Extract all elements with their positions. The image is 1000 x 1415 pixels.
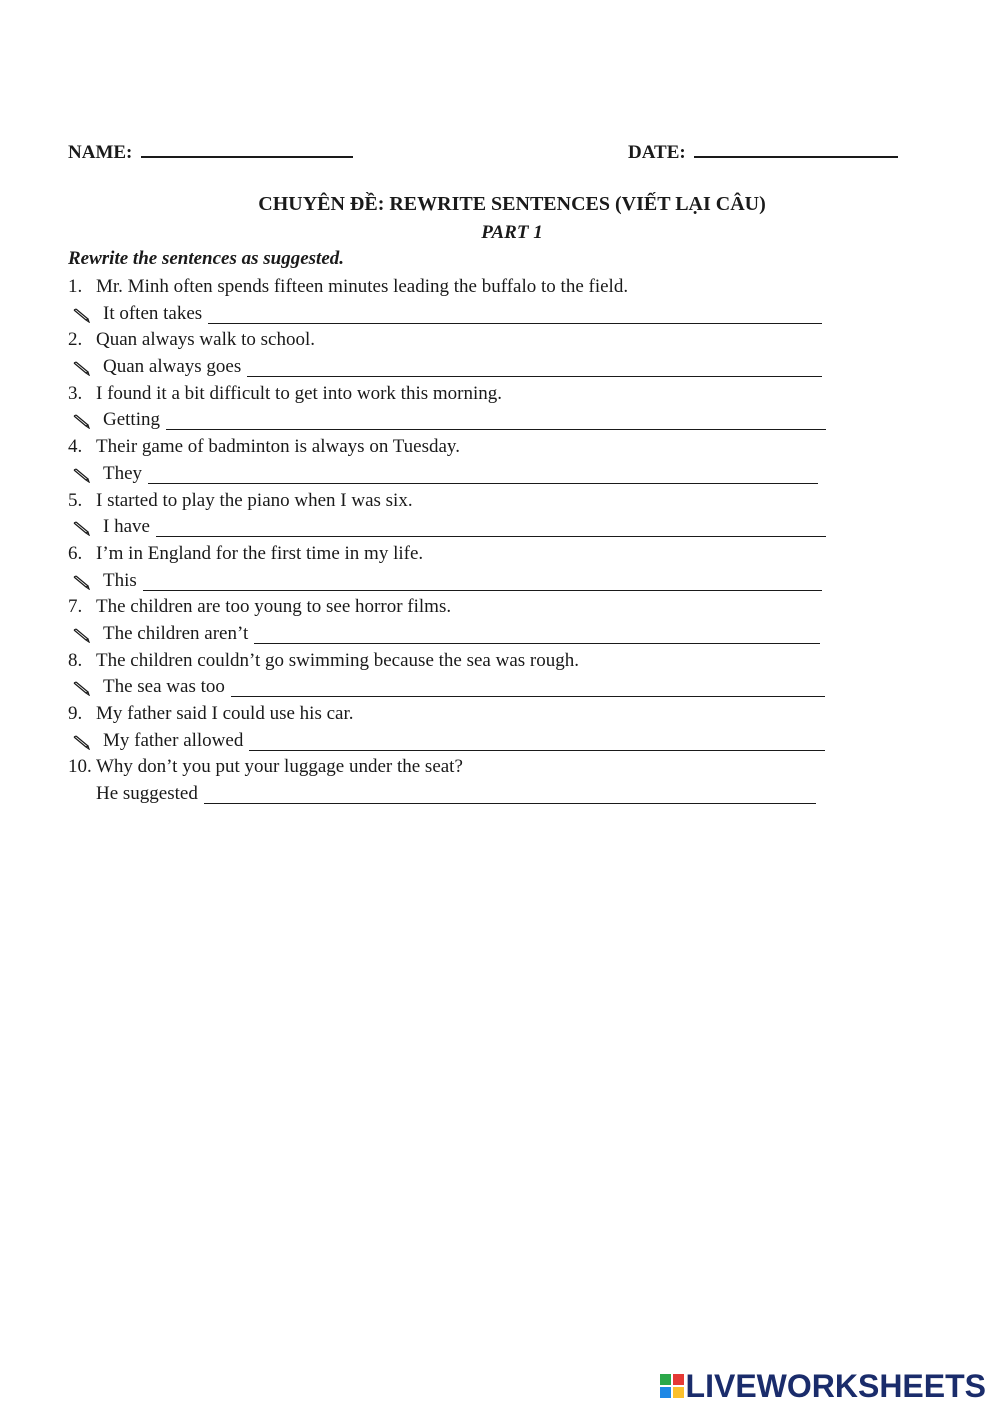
exercise-sentence: The children are too young to see horror films.: [96, 596, 452, 618]
answer-row: [68, 728, 828, 755]
name-input-line[interactable]: [141, 138, 353, 158]
exercise-number: 5.: [68, 489, 83, 511]
pencil-icon: [72, 307, 90, 323]
exercise-item: [68, 754, 828, 781]
worksheet-subtitle: PART 1: [481, 222, 543, 243]
answer-prompt: The sea was too: [103, 676, 225, 698]
exercise-item: [68, 648, 828, 675]
answer-input-line[interactable]: [208, 301, 822, 324]
exercise-item: [68, 434, 828, 461]
answer-input-line[interactable]: [166, 407, 826, 430]
exercise-item: [68, 488, 828, 515]
exercise-number: 8.: [68, 649, 83, 671]
exercise-item: [68, 274, 828, 301]
answer-prompt: This: [103, 569, 137, 591]
date-field: [628, 138, 898, 164]
exercise-item: [68, 594, 828, 621]
answer-input-line[interactable]: [231, 674, 825, 697]
answer-row: [68, 354, 828, 381]
exercise-number: 9.: [68, 703, 83, 724]
pencil-icon: [72, 360, 90, 376]
pencil-icon: [72, 413, 90, 429]
answer-row: [68, 301, 828, 328]
answer-prompt: My father allowed: [103, 729, 244, 751]
exercise-number: 7.: [68, 596, 83, 618]
name-field: [68, 138, 353, 164]
exercise-sentence: I found it a bit difficult to get into work this morning.: [96, 382, 502, 404]
exercise-number: 6.: [68, 542, 83, 564]
date-input-line[interactable]: [694, 138, 898, 158]
pencil-icon: [72, 520, 90, 536]
answer-prompt: He suggested: [96, 783, 198, 805]
exercise-list: [68, 274, 828, 808]
answer-prompt: Getting: [103, 409, 160, 431]
answer-prompt: They: [103, 462, 143, 484]
exercise-sentence: I started to play the piano when I was six.: [96, 489, 413, 511]
answer-row: [68, 568, 828, 595]
exercise-sentence: Why don’t you put your luggage under the seat?: [96, 756, 463, 778]
pencil-icon: [72, 680, 90, 696]
name-label: NAME:: [68, 142, 133, 163]
answer-row: [68, 514, 828, 541]
worksheet-title: CHUYÊN ĐỀ: REWRITE SENTENCES (VIẾT LẠI CÂU): [258, 193, 766, 215]
answer-row: [68, 781, 828, 808]
answer-input-line[interactable]: [249, 728, 825, 751]
answer-input-line[interactable]: [148, 461, 818, 484]
pencil-icon: [72, 574, 90, 590]
liveworksheets-logo: [660, 1369, 986, 1403]
answer-row: [68, 674, 828, 701]
exercise-item: [68, 381, 828, 408]
answer-input-line[interactable]: [156, 514, 826, 537]
pencil-icon: [72, 467, 90, 483]
exercise-sentence: Mr. Minh often spends fifteen minutes leading the buffalo to the field.: [96, 276, 629, 297]
exercise-number: 2.: [68, 329, 83, 351]
exercise-number: 4.: [68, 436, 83, 458]
answer-prompt: The children aren’t: [103, 622, 249, 644]
answer-prompt: It often takes: [103, 302, 203, 324]
exercise-sentence: My father said I could use his car.: [96, 703, 354, 724]
pencil-icon: [72, 627, 90, 643]
instructions: Rewrite the sentences as suggested.: [68, 248, 345, 269]
exercise-sentence: Their game of badminton is always on Tuesday.: [96, 436, 460, 458]
answer-prompt: Quan always goes: [103, 356, 242, 378]
exercise-number: 1.: [68, 276, 83, 297]
exercise-sentence: I’m in England for the first time in my life.: [96, 542, 424, 564]
answer-input-line[interactable]: [254, 621, 820, 644]
exercise-number: 3.: [68, 382, 83, 404]
exercise-sentence: Quan always walk to school.: [96, 329, 315, 351]
answer-row: [68, 621, 828, 648]
answer-input-line[interactable]: [143, 568, 822, 591]
exercise-item: [68, 327, 828, 354]
answer-prompt: I have: [103, 516, 150, 538]
exercise-number: 10.: [68, 756, 92, 778]
answer-row: [68, 407, 828, 434]
exercise-item: [68, 541, 828, 568]
logo-text: LIVEWORKSHEETS: [685, 1367, 986, 1404]
answer-row: [68, 461, 828, 488]
date-label: DATE:: [628, 142, 686, 163]
liveworksheets-logo-icon: [660, 1374, 684, 1398]
header-row: [68, 138, 900, 164]
answer-input-line[interactable]: [247, 354, 822, 377]
exercise-item: [68, 701, 828, 728]
answer-input-line[interactable]: [204, 781, 816, 804]
pencil-icon: [72, 734, 90, 750]
exercise-sentence: The children couldn’t go swimming because the sea was rough.: [96, 649, 579, 671]
